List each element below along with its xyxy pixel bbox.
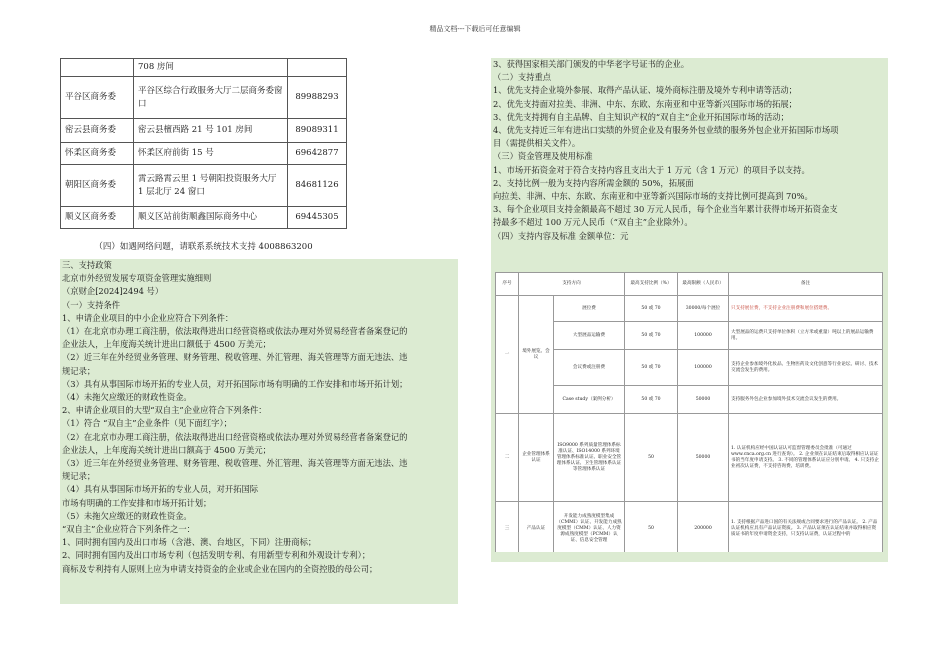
text-line: （1）符合 “双自主”企业条件（见下面红字）； — [62, 418, 232, 429]
text-line: 1、同时拥有国内及出口市场（含港、澳、台地区，下同）注册商标； — [62, 537, 317, 548]
text-line: （3）具有从事国际市场开拓的专业人员，对开拓国际市场有明确的工作安排和市场开拓计划； — [62, 378, 408, 389]
text-line: 商标及专利持有人原则上应为申请支持资金的企业或企业在国内的全资控股的母公司； — [62, 563, 378, 574]
header-cell: 备注 — [729, 273, 883, 296]
office-phone: 84681126 — [288, 165, 347, 207]
text-line: 企业法人，上年度海关统计进出口额高于 4500 万美元； — [62, 444, 271, 455]
support-limit: 50000 — [678, 414, 729, 502]
support-ratio: 50 或 70 — [625, 386, 678, 414]
office-name: 平谷区商务委 — [61, 77, 134, 119]
office-address: 平谷区综合行政服务大厅二层商务委窗口 — [134, 77, 288, 119]
office-name: 朝阳区商务委 — [61, 165, 134, 207]
page-header: 精品文档---下载后可任意编辑 — [429, 25, 521, 33]
text-line: （二）支持重点 — [493, 72, 552, 83]
text-line: 2、支持比例一般为支持内容所需金额的 50%，拓展面 — [493, 177, 694, 188]
support-ratio: 50 或 70 — [625, 322, 678, 350]
office-address: 霄云路霄云里 1 号朝阳投资服务大厅 1 层北厅 24 窗口 — [134, 165, 288, 207]
office-address: 密云县檀西路 21 号 101 房间 — [134, 119, 288, 143]
text-line: 北京市外经贸发展专项资金管理实施细则 — [62, 273, 212, 284]
text-line: 3、获得国家相关部门颁发的中华老字号证书的企业。 — [493, 59, 690, 69]
office-name — [61, 59, 134, 77]
office-phone: 69642877 — [288, 143, 347, 165]
office-row — [61, 207, 347, 229]
support-table-area — [491, 258, 888, 562]
office-row — [61, 143, 347, 165]
header-cell: 最高支持比例（%） — [625, 273, 678, 296]
text-line: 规记录； — [62, 471, 96, 482]
text-line: 企业法人，上年度海关统计进出口额低于 4500 万美元； — [62, 339, 271, 350]
text-line: （京财企[2024]2494 号） — [62, 286, 164, 297]
text-line: 三、支持政策 — [62, 260, 112, 270]
support-item: Case study（案例分析） — [554, 386, 625, 414]
support-row — [496, 386, 883, 414]
office-phone: 89089311 — [288, 119, 347, 143]
text-line: （4）未拖欠应缴还的财政性资金。 — [62, 392, 192, 403]
support-limit: 50000 — [678, 386, 729, 414]
support-row — [496, 350, 883, 386]
text-line: （5）未拖欠应缴还的财政性资金。 — [62, 510, 192, 521]
header-cell: 支持方向 — [519, 273, 625, 296]
support-ratio: 50 — [625, 502, 678, 553]
support-item: 展位费 — [554, 296, 625, 322]
support-limit: 100000 — [678, 350, 729, 386]
office-phone: 69445305 — [288, 207, 347, 229]
support-note: 支持服务外包企业参加境外技术交流会议发生的费用。 — [729, 386, 883, 414]
text-line: （3）近三年在外经贸业务管理、财务管理、税收管理、外汇管理、海关管理等方面无违法、违 — [62, 458, 408, 469]
support-limit: 30000/每个展位 — [678, 296, 729, 322]
office-name: 顺义区商务委 — [61, 207, 134, 229]
text-line: 目（需提供相关文件）。 — [493, 138, 581, 149]
text-line: （4）具有从事国际市场开拓的专业人员，对开拓国际 — [62, 484, 259, 495]
support-ratio: 50 — [625, 414, 678, 502]
support-limit: 200000 — [678, 502, 729, 553]
office-row — [61, 77, 347, 119]
text-line: 1、申请企业项目的中小企业应符合下列条件： — [62, 312, 234, 323]
office-address: 怀柔区府前街 15 号 — [134, 143, 288, 165]
text-line: 3、每个企业项目支持金额最高不超过 30 万元人民币，每个企业当年累计获得市场开拓资金支 — [493, 204, 838, 215]
support-note: 1. 支持根据产品进口国的有关法规或合同要求进行的产品认证。 2. 产品认证机构应具有产品认证资质。 3. 产品认证须在认证结束并取得相应资质证书的年度申请资金支持，只支持认证费，认证过程中的 — [729, 502, 883, 553]
support-ratio: 50 或 70 — [625, 296, 678, 322]
text-line: （2）近三年在外经贸业务管理、财务管理、税收管理、外汇管理、海关管理等方面无违法、违 — [62, 352, 408, 363]
group-direction: 产品认证 — [519, 502, 554, 553]
office-row — [61, 59, 347, 77]
support-row — [496, 502, 883, 553]
support-table-box — [495, 272, 883, 552]
office-name: 密云县商务委 — [61, 119, 134, 143]
support-note: 只支持展位费，不支持企业注册费和展位搭建费。 — [729, 296, 883, 322]
support-item: 开发能力成熟度模型集成（CMMI）认证、开发能力成熟度模型（CMM）认证、人力资源成熟度模型（PCMM）认证、信息安全管理 — [554, 502, 625, 553]
support-table — [495, 272, 883, 552]
office-row — [61, 119, 347, 143]
group-direction: 境外展览、会议 — [519, 296, 554, 414]
support-row — [496, 322, 883, 350]
group-direction: 企业管理体系认证 — [519, 414, 554, 502]
office-phone: 89988293 — [288, 77, 347, 119]
policy-text-left — [60, 259, 458, 604]
support-ratio: 50 或 70 — [625, 350, 678, 386]
text-line: （1）在北京市办理工商注册，依法取得进出口经营资格或依法办理对外贸易经营者备案登记的 — [62, 326, 408, 337]
text-line: （三）资金管理及使用标准 — [493, 151, 593, 162]
support-note: 支持企业参加境外化妆品、生物医药及文化创意等行业论坛、研讨、技术交流会发生的费用。 — [729, 350, 883, 386]
text-line: 2、优先支持面对拉美、非洲、中东、东欧、东南亚和中亚等新兴国际市场的拓展； — [493, 98, 797, 109]
support-note: 大型展品的运费只支持单位体积（立方米或重量）吨以上的展品运输费用。 — [729, 322, 883, 350]
text-line: 3、优先支持拥有自主品牌、自主知识产权的“双自主”企业开拓国际市场的活动； — [493, 111, 789, 122]
text-line: 4、优先支持近三年有进出口实绩的外贸企业及有服务外包业绩的服务外包企业开拓国际市场项 — [493, 125, 839, 136]
support-row — [496, 414, 883, 502]
office-row — [61, 165, 347, 207]
header-cell: 序号 — [496, 273, 519, 296]
text-line: （2）在北京市办理工商注册，依法取得进出口经营资格或依法办理对外贸易经营者备案登记的 — [62, 431, 408, 442]
text-line: 市场有明确的工作安排和市场开拓计划； — [62, 497, 212, 508]
text-line: 规记录； — [62, 365, 96, 376]
text-line: “双自主”企业应符合下列条件之一： — [62, 524, 195, 535]
network-support-note: （四）如遇网络问题，请联系系统技术支持 4008863200 — [94, 242, 313, 252]
office-phone — [288, 59, 347, 77]
support-item: ISO9000 系列质量管理体系标准认证、ISO14000 系列环境管理体系标准认证、职业安全管理体系认证、卫生管理体系认证等管理体系认证 — [554, 414, 625, 502]
support-item: 会议费或注册费 — [554, 350, 625, 386]
office-name: 怀柔区商务委 — [61, 143, 134, 165]
office-address: 顺义区站前街顺鑫国际商务中心 — [134, 207, 288, 229]
policy-text-right — [491, 58, 888, 258]
text-line: （四）支持内容及标准 金额单位：元 — [493, 230, 629, 241]
support-item: 大型展品运输费 — [554, 322, 625, 350]
office-address: 708 房间 — [134, 59, 288, 77]
office-table — [60, 58, 347, 229]
support-row — [496, 296, 883, 322]
support-note: 1. 认证机构应经中国认证认可监督管理委员会批准（可通过 www.cnca.org.cn 进行查询）。 2. 企业须在认证结束后取得相应认证证书的当年度申请支持。 3. 不同的管理体系认证应分别申请。 4. 只支持企业初次认证费，不支持咨询费、培训费。 — [729, 414, 883, 502]
text-line: 1、市场开拓资金对于符合支持内容且支出大于 1 万元（含 1 万元）的项目予以支持。 — [493, 164, 810, 175]
text-line: 持最多不超过 100 万元人民币（“双自主”企业除外）。 — [493, 217, 693, 228]
header-cell: 最高限额（人民币） — [678, 273, 729, 296]
office-table-area — [60, 58, 347, 260]
group-number: 二 — [496, 414, 519, 502]
group-number: 三 — [496, 502, 519, 553]
support-limit: 100000 — [678, 322, 729, 350]
text-line: 2、同时拥有国内及出口市场专利（包括发明专利、有用新型专利和外观设计专利）； — [62, 550, 371, 561]
group-number: 一 — [496, 296, 519, 414]
text-line: （一）支持条件 — [62, 299, 121, 310]
text-line: 1、优先支持企业境外参展、取得产品认证、境外商标注册及境外专利申请等活动； — [493, 85, 797, 96]
text-line: 向拉美、非洲、中东、东欧、东南亚和中亚等新兴国际市场的支持比例可提高到 70%。 — [493, 191, 813, 202]
text-line: 2、申请企业项目的大型“双自主”企业应符合下列条件： — [62, 405, 267, 416]
